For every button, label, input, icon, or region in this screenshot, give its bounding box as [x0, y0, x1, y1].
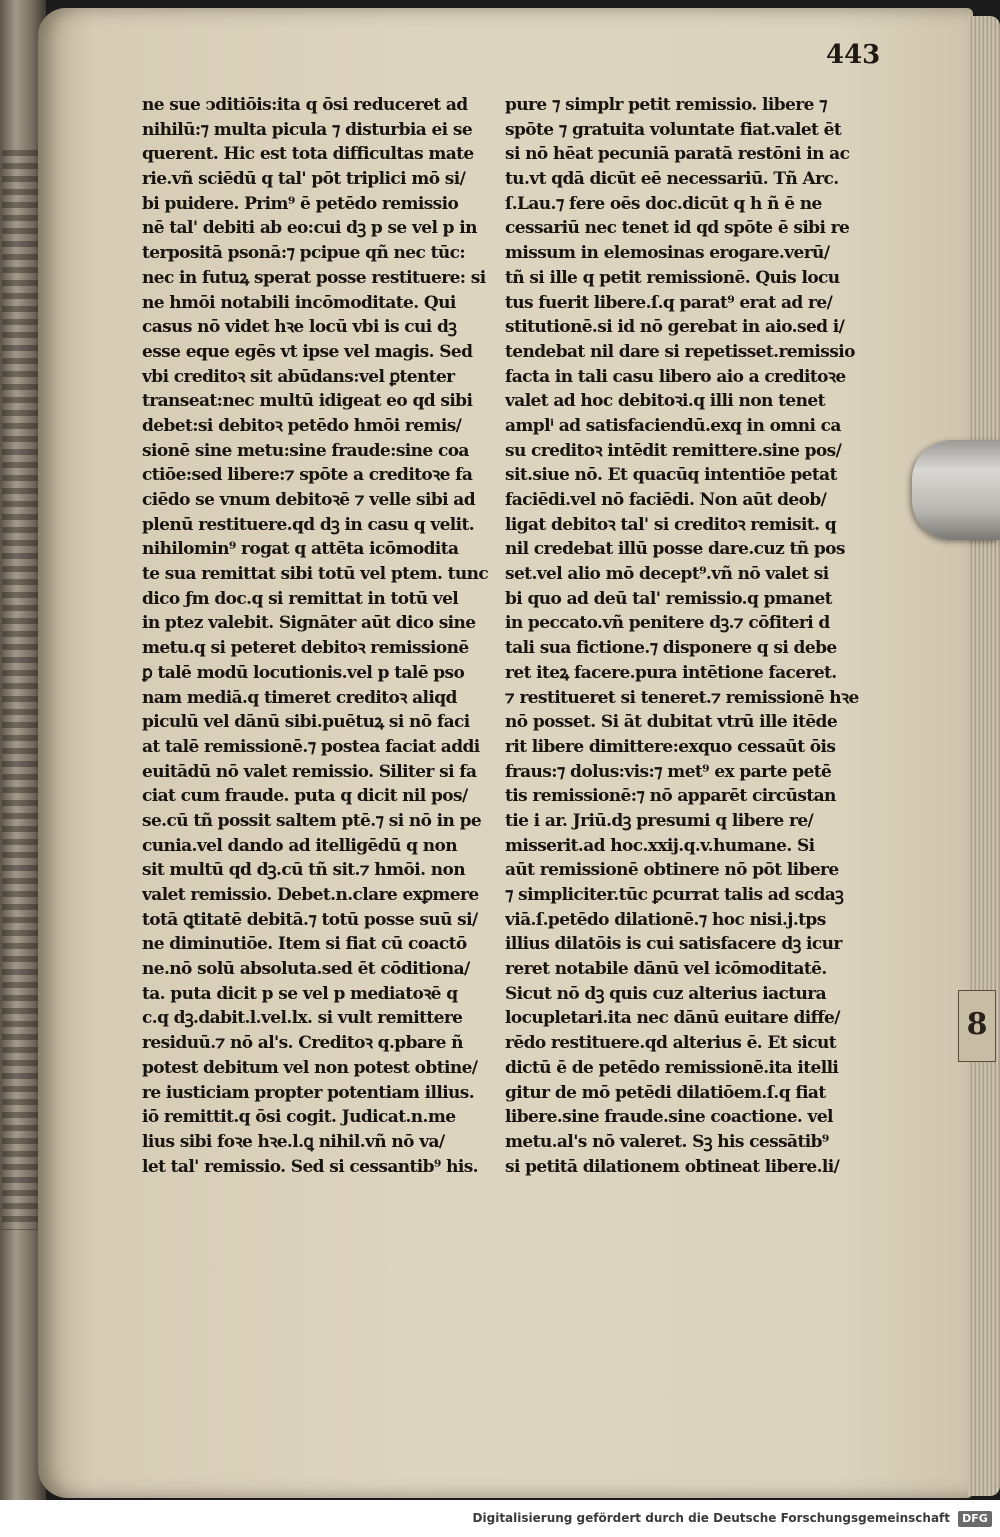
text-line: viā.ſ.petēdo dilationē.⁊ hoc nisi.j.tps — [505, 909, 826, 930]
text-line: in peccato.vñ penitere dꝫ.⁊ cōfiteri d — [505, 613, 830, 634]
text-line: valet remissio. Debet.n.clare exꝑmere — [142, 885, 479, 905]
text-line: euitādū nō valet remissio. Siliter si fa — [142, 761, 477, 782]
text-line: let tal' remissio. Sed si cessantib⁹ his. — [142, 1156, 478, 1177]
text-line: fraus:⁊ dolus:vis:⁊ met⁹ ex parte petē — [505, 761, 832, 782]
page-edge-leaves — [968, 16, 1000, 1496]
text-line: debet:si debitoꝛ petēdo hmōi remis/ — [142, 415, 462, 436]
text-line: ſ.Lau.⁊ fere oēs doc.dicūt q h ñ ē ne — [505, 193, 822, 214]
text-line: at talē remissionē.⁊ postea faciat addi — [142, 736, 480, 757]
page-tab-label: 8 — [958, 990, 996, 1062]
text-line: rēdo restituere.qd alterius ē. Et sicut — [505, 1033, 836, 1054]
text-line: sionē sine metu:sine fraude:sine coa — [142, 440, 469, 461]
text-line: dico ƒm doc.q si remittat in totū vel — [142, 588, 459, 609]
text-line: se.cū tñ possit saltem ptē.⁊ si nō in pe — [142, 810, 482, 831]
text-line: nec in futuꝝ sperat posse restituere: si — [142, 267, 486, 288]
text-line: vbi creditoꝛ sit abūdans:vel ꝑtenter — [142, 366, 455, 387]
text-line: transeat:nec multū idigeat eo qd sibi — [142, 391, 473, 412]
text-line: facta in tali casu libero aio a creditoꝛe — [505, 366, 846, 387]
text-line: c.q dꝫ.dabit.l.vel.lx. si vult remittere — [142, 1008, 463, 1029]
text-line: nam mediā.q timeret creditoꝛ aliqd — [142, 687, 457, 708]
text-line: metu.al's nō valeret. Sꝫ his cessātib⁹ — [505, 1131, 829, 1152]
text-line: totā ꝗtitatē debitā.⁊ totū posse suū si/ — [142, 909, 478, 930]
facing-page-text — [2, 150, 38, 1230]
text-line: querent. Hic est tota difficultas mate — [142, 144, 474, 165]
text-line: tñ si ille q petit remissionē. Quis locu — [505, 267, 840, 288]
left-text-column — [142, 93, 502, 1179]
text-line: aūt remissionē obtinere nō pōt libere — [505, 860, 839, 881]
text-line: gitur de mō petēdi dilatiōem.ſ.q fiat — [505, 1082, 826, 1103]
text-line: su creditoꝛ intēdit remittere.sine pos/ — [505, 440, 842, 461]
text-line: tus fuerit libere.ſ.q parat⁹ erat ad re/ — [505, 292, 833, 313]
text-line: ꝑ talē modū locutionis.vel p talē pso — [142, 662, 465, 683]
text-line: ne sue ↄditiōis:ita q ōsi reduceret ad — [142, 95, 468, 115]
text-line: ta. puta dicit p se vel p mediatoꝛē q — [142, 983, 458, 1004]
text-line: ligat debitoꝛ tal' si creditoꝛ remisit. q — [505, 514, 837, 535]
text-line: pure ⁊ simplr petit remissio. libere ⁊ — [505, 95, 827, 115]
text-line: re iusticiam propter potentiam illius. — [142, 1082, 475, 1103]
text-line: metu.q si peteret debitoꝛ remissionē — [142, 638, 469, 659]
text-line: ctiōe:sed libere:⁊ spōte a creditoꝛe fa — [142, 465, 473, 486]
text-line: libere.sine fraude.sine coactione. vel — [505, 1107, 833, 1128]
text-line: ⁊ simpliciter.tūc ꝑcurrat talis ad scdaꝫ — [505, 885, 844, 905]
text-line: si nō hēat pecuniā paratā restōni in ac — [505, 144, 850, 165]
text-line: cunia.vel dando ad itelligēdū q non — [142, 835, 457, 856]
text-line: in ptez valebit. Signāter aūt dico sine — [142, 613, 476, 634]
text-line: illius dilatōis is cui satisfacere dꝫ icur — [505, 934, 842, 955]
text-line: nil credebat illū posse dare.cuz tñ pos — [505, 539, 845, 560]
text-line: amplⁱ ad satisfaciendū.exq in omni ca — [505, 415, 841, 436]
text-line: ret iteꝝ facere.pura intētione faceret. — [505, 662, 837, 683]
text-line: ne diminutiōe. Item si fiat cū coactō — [142, 934, 467, 955]
text-line: stitutionē.si id nō gerebat in aio.sed i/ — [505, 317, 845, 338]
footer-bar — [0, 1500, 1000, 1537]
text-line: esse eque egēs vt ipse vel magis. Sed — [142, 341, 473, 362]
page-number: 443 — [826, 40, 881, 70]
text-line: valet ad hoc debitoꝛi.q illi non tenet — [505, 391, 825, 412]
text-line: residuū.⁊ nō al's. Creditoꝛ q.pbare ñ — [142, 1033, 463, 1054]
text-line: ne hmōi notabili incōmoditate. Qui — [142, 292, 456, 313]
text-line: te sua remittat sibi totū vel ptem. tunc — [142, 564, 489, 585]
footer-credit: Digitalisierung gefördert durch die Deutsche Forschungsgemeinschaft — [472, 1511, 950, 1525]
text-line: bi quo ad deū tal' remissio.q pmanet — [505, 588, 832, 609]
text-line: locupletari.ita nec dānū euitare diffe/ — [505, 1008, 840, 1029]
text-line: ne.nō solū absoluta.sed ēt cōditiona/ — [142, 959, 470, 980]
text-line: si petitā dilationem obtineat libere.li/ — [505, 1156, 840, 1177]
text-line: misserit.ad hoc.xxij.q.v.humane. Si — [505, 835, 815, 856]
text-line: iō remittit.q ōsi cogit. Judicat.n.me — [142, 1107, 456, 1128]
text-line: tis remissionē:⁊ nō apparēt circūstan — [505, 786, 836, 807]
dfg-logo: DFG — [958, 1511, 992, 1527]
text-line: casus nō videt hꝛe locū vbi is cui dꝫ — [142, 317, 457, 338]
text-line: missum in elemosinas erogare.verū/ — [505, 243, 830, 264]
text-line: lius sibi foꝛe hꝛe.l.ꝗ nihil.vñ nō va/ — [142, 1131, 445, 1152]
text-line: potest debitum vel non potest obtine/ — [142, 1057, 478, 1078]
text-line: tu.vt qdā dicūt eē necessariū. Tñ Arc. — [505, 169, 839, 190]
text-line: dictū ē de petēdo remissionē.ita itelli — [505, 1057, 839, 1078]
text-line: rie.vñ sciēdū q tal' pōt triplici mō si/ — [142, 169, 466, 190]
text-line: plenū restituere.qd dꝫ in casu q velit. — [142, 514, 475, 535]
text-line: nō posset. Si āt dubitat vtrū ille itēde — [505, 712, 838, 733]
text-line: reret notabile dānū vel icōmoditatē. — [505, 959, 827, 980]
text-line: faciēdi.vel nō faciēdi. Non aūt deob/ — [505, 490, 827, 510]
text-line: tali sua fictione.⁊ disponere q si debe — [505, 638, 837, 659]
text-line: set.vel alio mō decept⁹.vñ nō valet si — [505, 564, 829, 585]
text-line: terpositā psonā:⁊ pcipue qñ nec tūc: — [142, 243, 466, 264]
text-line: sit multū qd dꝫ.cū tñ sit.⁊ hmōi. non — [142, 860, 465, 881]
text-line: ciēdo se vnum debitoꝛē ⁊ velle sibi ad — [142, 490, 475, 510]
text-line: tie i ar. Jriū.dꝫ presumi q libere re/ — [505, 810, 814, 831]
text-line: nihilomin⁹ rogat q attēta icōmodita — [142, 539, 459, 560]
text-line: rit libere dimittere:exquo cessaūt ōis — [505, 736, 836, 757]
text-line: Sicut nō dꝫ quis cuz alterius iactura — [505, 983, 827, 1004]
text-line: ⁊ restitueret si teneret.⁊ remissionē hꝛe — [505, 687, 859, 708]
text-line: spōte ⁊ gratuita voluntate fiat.valet ēt — [505, 119, 842, 140]
text-line: nihilū:⁊ multa picula ⁊ disturbia ei se — [142, 119, 473, 140]
text-line: tendebat nil dare si repetisset.remissio — [505, 341, 855, 362]
text-line: piculū vel dānū sibi.puētuꝝ si nō faci — [142, 712, 470, 733]
book-clasp — [912, 440, 1000, 540]
text-line: sit.siue nō. Et quacūq intentiōe petat — [505, 465, 837, 486]
text-line: bi puidere. Prim⁹ ē petēdo remissio — [142, 193, 459, 214]
text-line: ciat cum fraude. puta q dicit nil pos/ — [142, 786, 468, 807]
text-line: cessariū nec tenet id qd spōte ē sibi re — [505, 218, 850, 239]
text-line: nē tal' debiti ab eo:cui dꝫ p se vel p in — [142, 218, 477, 239]
right-text-column — [505, 93, 865, 1179]
